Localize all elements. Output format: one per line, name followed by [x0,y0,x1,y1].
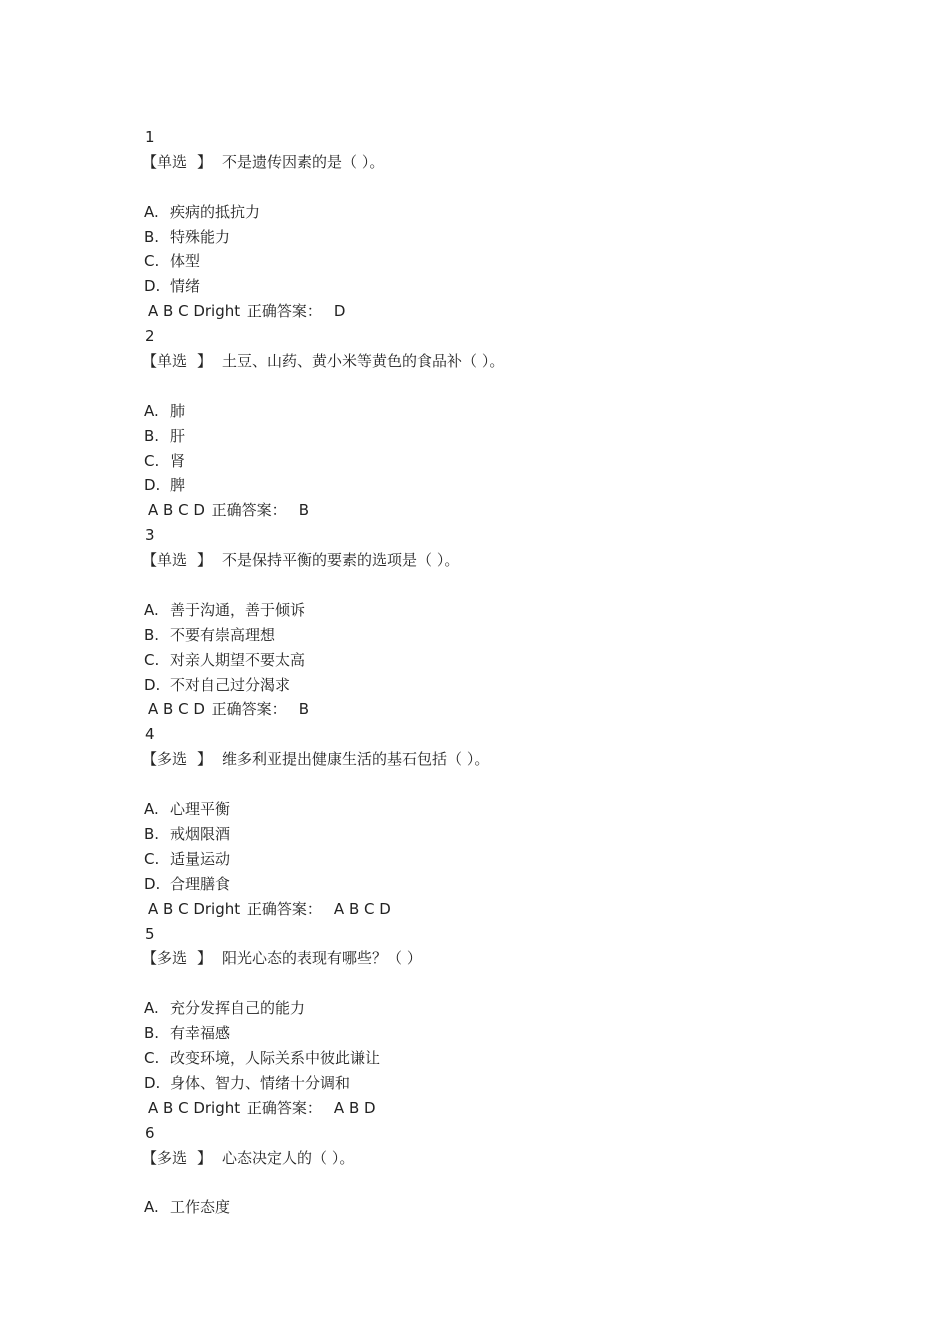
option-letter: B. [144,824,160,843]
option-c [144,1046,844,1071]
option-c [144,847,844,872]
answer-line [144,299,844,324]
question-type-tag: 【多选 】 [142,1148,213,1167]
option-letter: A. [144,999,159,1018]
question-type-label: 单选 [157,551,188,570]
option-b [144,822,844,847]
question-block [144,523,844,722]
option-d [144,872,844,897]
answer-prefix: A B C Dright [148,302,241,321]
option-a [144,1195,844,1220]
option-letter: B. [144,227,160,246]
question-type-label: 单选 [157,352,188,371]
question-number: 5 [145,924,155,943]
blank-line [144,175,844,200]
option-letter: A. [144,1198,159,1217]
question-number: 2 [145,327,155,346]
option-letter: C. [144,650,160,669]
answer-value: A B C D [333,899,391,918]
question-stem: 不是保持平衡的要素的选项是（ ）。 [222,551,460,570]
option-text: 改变环境，人际关系中彼此谦让 [170,1048,381,1067]
question-header [144,747,844,772]
question-type-label: 多选 [157,1148,188,1167]
option-text: 不要有崇高理想 [170,625,276,644]
option-d [144,274,844,299]
question-header [144,946,844,971]
answer-line [144,697,844,722]
option-letter: B. [144,625,160,644]
answer-label: 正确答案： [211,501,287,520]
answer-label: 正确答案： [211,700,287,719]
answer-label: 正确答案： [246,1098,322,1117]
option-b [144,623,844,648]
option-text: 心理平衡 [170,800,231,819]
option-text: 体型 [170,252,201,271]
question-header [144,1146,844,1171]
option-a [144,399,844,424]
option-letter: B. [144,426,160,445]
option-letter: C. [144,451,160,470]
option-letter: D. [144,675,161,694]
option-text: 善于沟通，善于倾诉 [170,600,306,619]
option-text: 工作态度 [170,1198,231,1217]
question-block [144,922,844,1121]
question-block [144,722,844,921]
question-number: 1 [145,128,155,146]
option-text: 适量运动 [170,849,231,868]
answer-value: B [298,700,309,719]
option-d [144,673,844,698]
question-header [144,150,844,175]
answer-value: B [298,501,309,520]
option-text: 戒烟限酒 [170,824,231,843]
option-letter: C. [144,849,160,868]
question-type-label: 单选 [157,152,188,171]
option-letter: C. [144,252,160,271]
answer-line [144,897,844,922]
option-text: 不对自己过分渴求 [170,675,291,694]
option-text: 肺 [170,401,186,420]
answer-prefix: A B C D [148,501,205,520]
answer-value: D [333,302,346,321]
question-stem: 不是遗传因素的是（ ）。 [222,152,385,171]
question-list [144,125,844,1220]
option-c [144,648,844,673]
option-letter: D. [144,277,161,296]
option-letter: D. [144,1073,161,1092]
question-block [144,324,844,523]
option-text: 肝 [170,426,186,445]
answer-value: A B D [333,1098,376,1117]
option-a [144,797,844,822]
answer-label: 正确答案： [246,302,322,321]
option-a [144,996,844,1021]
option-b [144,1021,844,1046]
option-text: 疾病的抵抗力 [170,202,261,221]
answer-prefix: A B C Dright [148,899,241,918]
answer-label: 正确答案： [246,899,322,918]
option-d [144,1071,844,1096]
option-letter: A. [144,800,159,819]
option-d [144,473,844,498]
option-c [144,449,844,474]
question-stem: 土豆、山药、黄小米等黄色的食品补（ ）。 [222,352,505,371]
option-letter: D. [144,476,161,495]
blank-line [144,971,844,996]
blank-line [144,374,844,399]
option-letter: B. [144,1024,160,1043]
option-letter: C. [144,1048,160,1067]
question-stem: 阳光心态的表现有哪些？（ ） [222,949,422,968]
option-c [144,249,844,274]
question-type-tag: 【单选 】 [142,152,213,171]
option-b [144,225,844,250]
answer-line [144,498,844,523]
question-block [144,125,844,324]
question-number: 3 [145,526,155,545]
option-letter: A. [144,600,159,619]
question-stem: 维多利亚提出健康生活的基石包括（ ）。 [222,750,490,769]
option-a [144,200,844,225]
option-text: 身体、智力、情绪十分调和 [170,1073,351,1092]
question-type-label: 多选 [157,750,188,769]
option-text: 对亲人期望不要太高 [170,650,306,669]
question-type-tag: 【多选 】 [142,949,213,968]
question-block [144,1121,844,1221]
question-type-tag: 【单选 】 [142,551,213,570]
option-text: 脾 [170,476,186,495]
answer-prefix: A B C D [148,700,205,719]
option-text: 情绪 [170,277,201,296]
question-type-tag: 【多选 】 [142,750,213,769]
question-type-label: 多选 [157,949,188,968]
question-stem: 心态决定人的（ ）。 [222,1148,355,1167]
option-a [144,598,844,623]
option-text: 有幸福感 [170,1024,231,1043]
option-letter: A. [144,401,159,420]
blank-line [144,573,844,598]
option-text: 肾 [170,451,186,470]
question-header [144,349,844,374]
question-number: 4 [145,725,155,744]
answer-line [144,1096,844,1121]
option-text: 充分发挥自己的能力 [170,999,306,1018]
option-letter: D. [144,874,161,893]
option-text: 合理膳食 [170,874,231,893]
blank-line [144,1170,844,1195]
option-b [144,424,844,449]
option-letter: A. [144,202,159,221]
answer-prefix: A B C Dright [148,1098,241,1117]
blank-line [144,772,844,797]
option-text: 特殊能力 [170,227,231,246]
question-type-tag: 【单选 】 [142,352,213,371]
question-header [144,548,844,573]
question-number: 6 [145,1123,155,1142]
